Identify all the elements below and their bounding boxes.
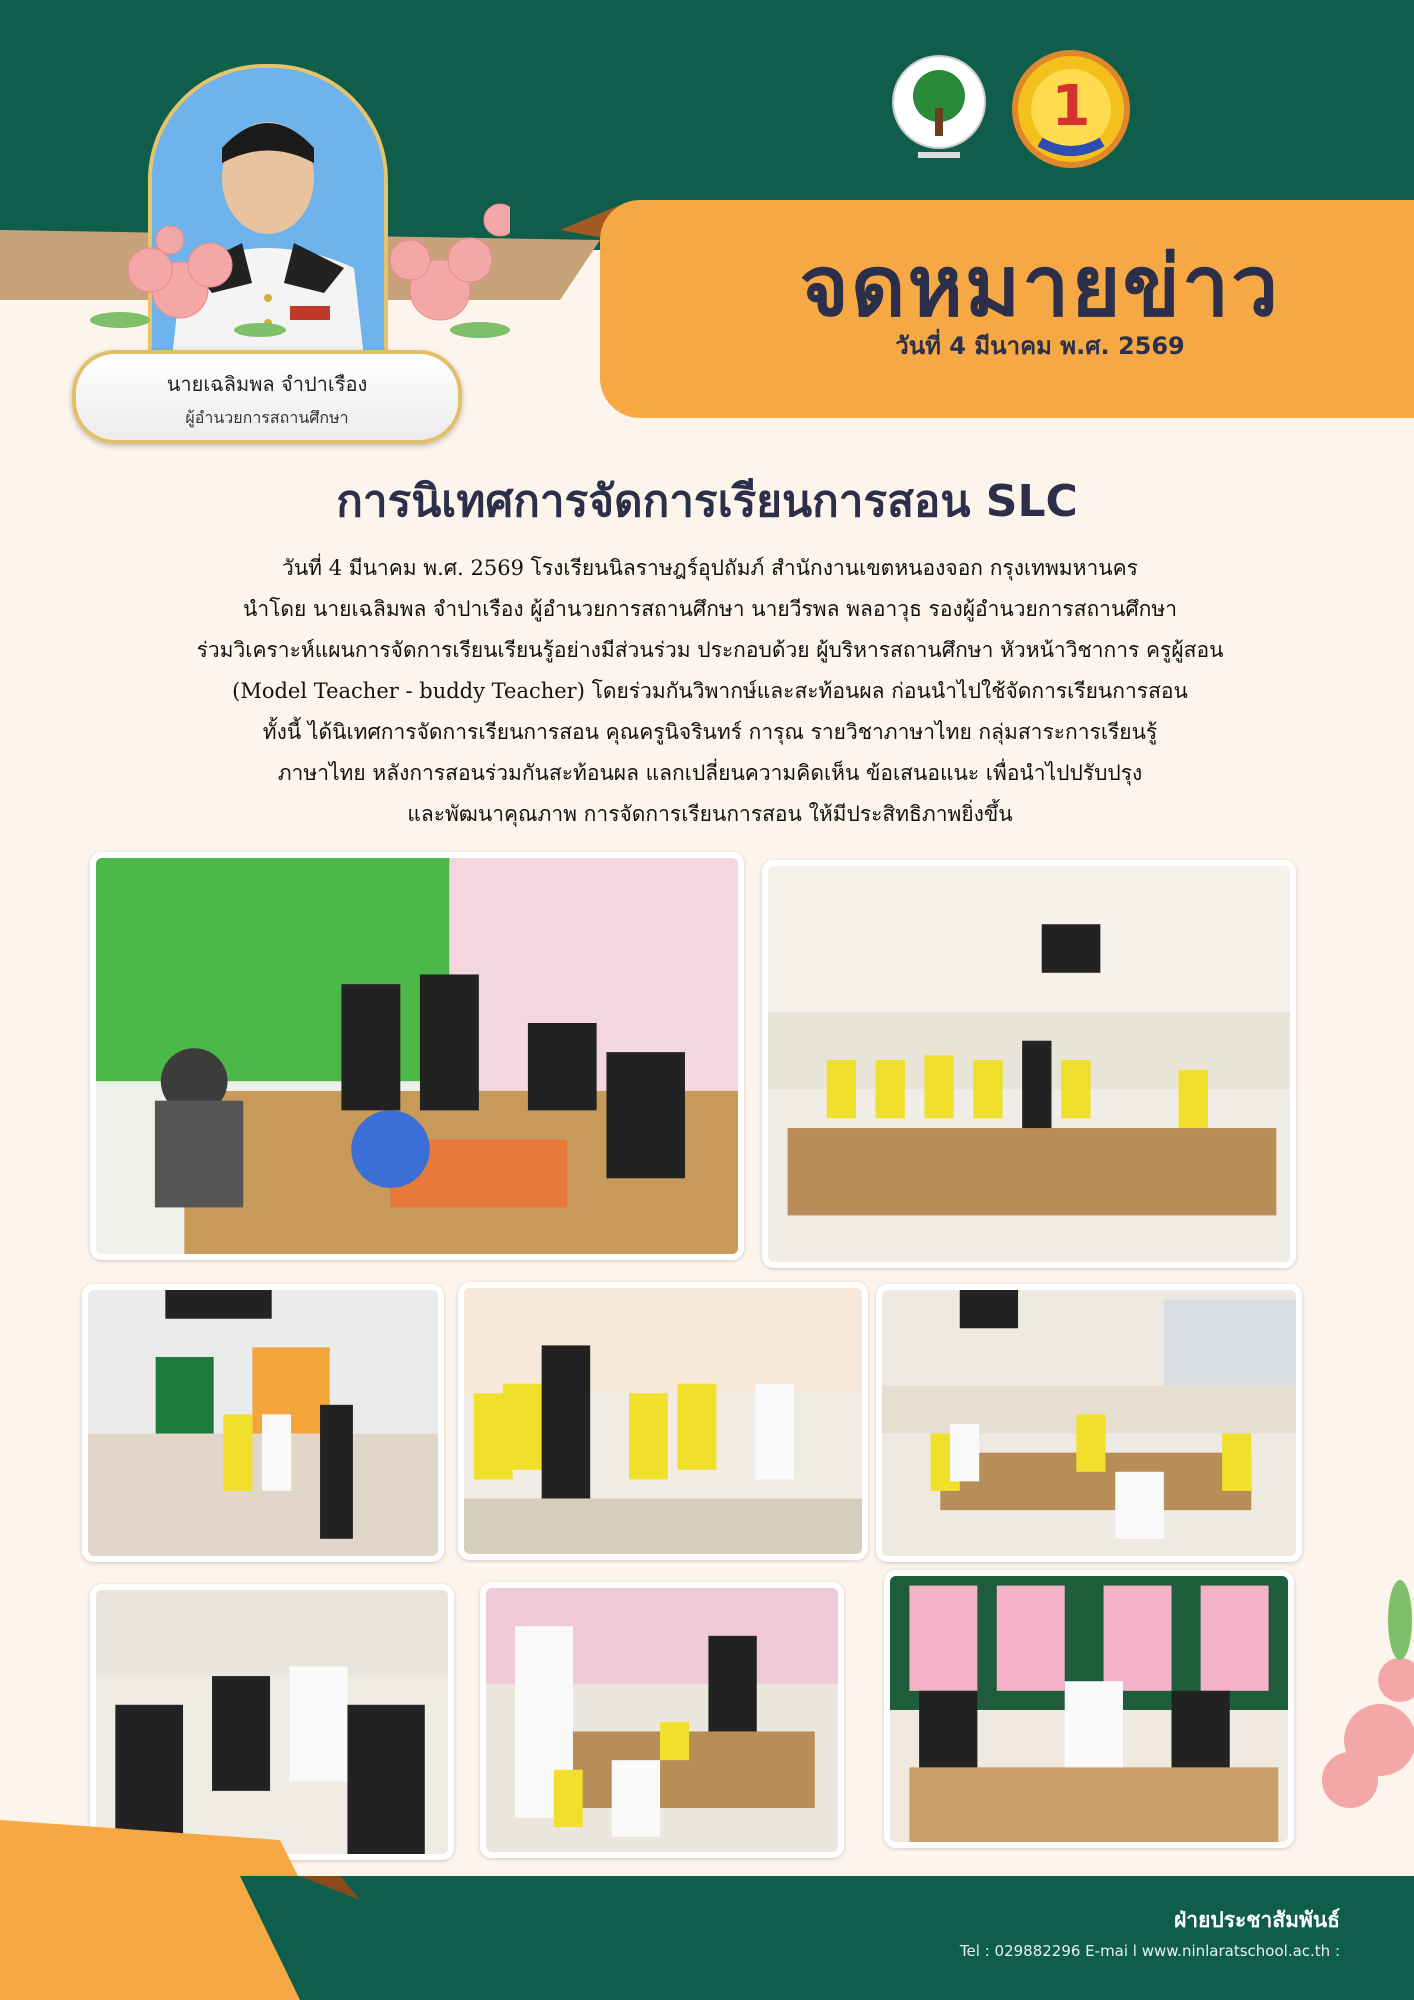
photo-classroom-wide (762, 860, 1296, 1268)
photo-students-cards (458, 1282, 868, 1560)
newsletter-title: จดหมายข่าว (799, 237, 1281, 335)
photo-classroom-groups (876, 1284, 1302, 1562)
newsletter-date: วันที่ 4 มีนาคม พ.ศ. 2569 (895, 332, 1185, 360)
number-one-logo (1012, 50, 1130, 168)
photo-meeting-room (90, 852, 744, 1260)
logo-number-text: 1 (1051, 74, 1091, 139)
footer-contact: Tel : 029882296 E-mai l www.ninlaratschool.ac.th : (959, 1942, 1340, 1960)
director-position: ผู้อำนวยการสถานศึกษา (185, 408, 349, 427)
article-heading: การนิเทศการจัดการเรียนการสอน SLC (336, 476, 1078, 527)
photo-reflection-session (884, 1570, 1294, 1848)
article-line: และพัฒนาคุณภาพ การจัดการเรียนการสอน ให้มีประสิทธิภาพยิ่งขึ้น (407, 802, 1013, 826)
director-name: นายเฉลิมพล จำปาเรือง (166, 372, 368, 396)
article-line: วันที่ 4 มีนาคม พ.ศ. 2569 โรงเรียนนิลราษฎร์อุปถัมภ์ สำนักงานเขตหนองจอก กรุงเทพมหานคร (282, 556, 1138, 580)
photo-teacher-observing (480, 1582, 844, 1858)
article-line: (Model Teacher - buddy Teacher) โดยร่วมกันวิพากษ์และสะท้อนผล ก่อนนำไปใช้จัดการเรียนการสอน (232, 679, 1188, 703)
photo-teachers-discussion (90, 1584, 454, 1860)
article-line: นำโดย นายเฉลิมพล จำปาเรือง ผู้อำนวยการสถานศึกษา นายวีรพล พลอาวุธ รองผู้อำนวยการสถานศึกษา (242, 597, 1178, 621)
footer-department: ฝ่ายประชาสัมพันธ์ (1173, 1908, 1340, 1932)
photo-board-activity (82, 1284, 444, 1562)
director-nameplate (72, 350, 462, 444)
article-line: ร่วมวิเคราะห์แผนการจัดการเรียนเรียนรู้อย่างมีส่วนร่วม ประกอบด้วย ผู้บริหารสถานศึกษา หัวหน้าวิชาการ ครูผู้สอน (196, 638, 1224, 662)
corner-flowers-decoration (1300, 1560, 1414, 1820)
article-line: ภาษาไทย หลังการสอนร่วมกันสะท้อนผล แลกเปลี่ยนความคิดเห็น ข้อเสนอแนะ เพื่อนำไปปรับปรุง (277, 761, 1143, 785)
school-emblem-tree-logo (888, 52, 990, 170)
article-line: ทั้งนี้ ได้นิเทศการจัดการเรียนการสอน คุณครูนิจรินทร์ การุณ รายวิชาภาษาไทย กลุ่มสาระการเรียนรู้ (262, 720, 1158, 744)
pink-flowers-decoration (60, 180, 510, 370)
article-body (110, 548, 1310, 835)
